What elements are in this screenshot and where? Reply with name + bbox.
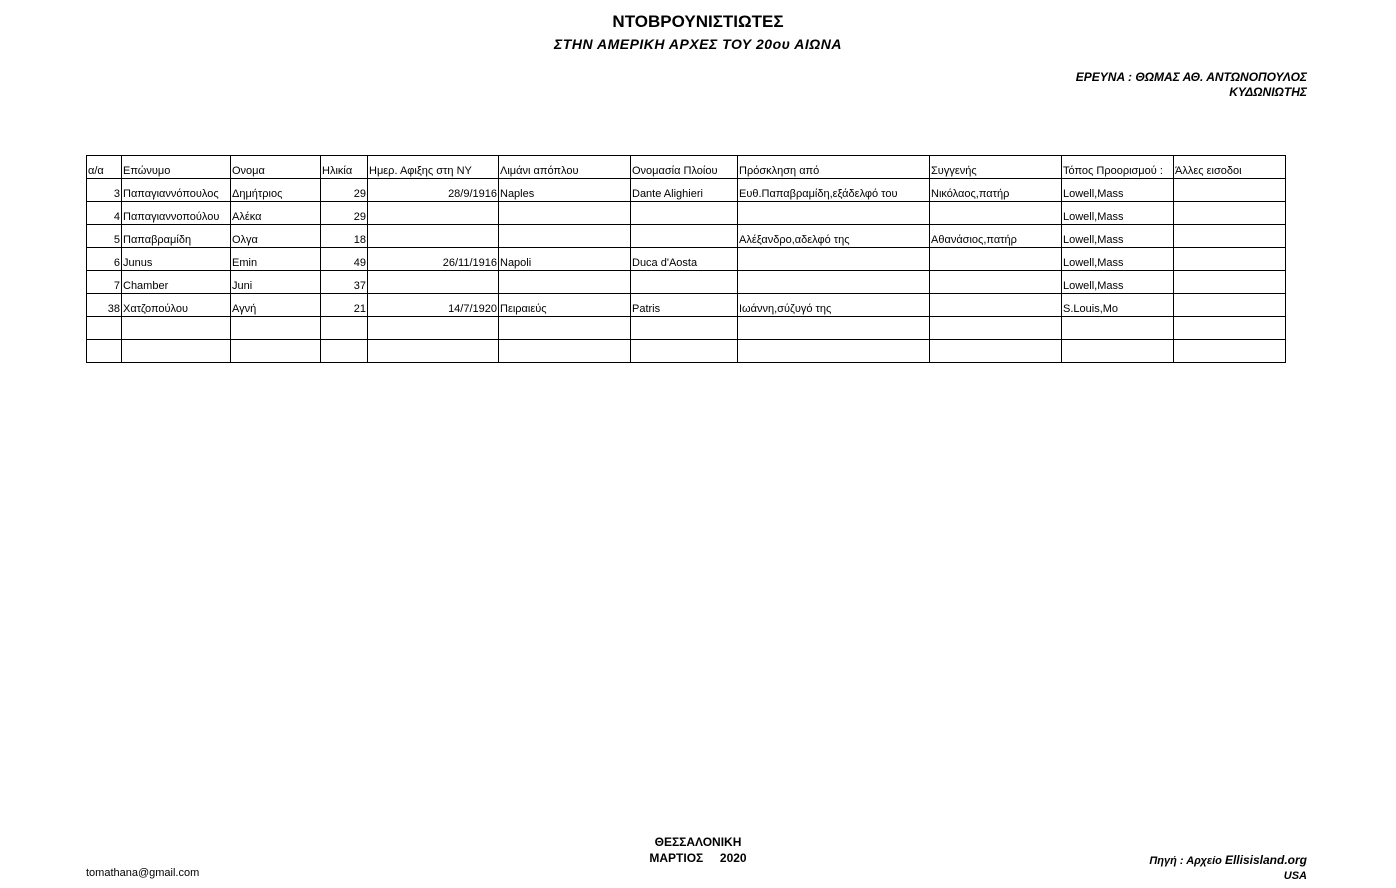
table-cell [631,271,738,294]
table-cell: Juni [231,271,321,294]
source-country: USA [1283,870,1307,882]
column-header: Επώνυμο [122,156,231,179]
table-cell [499,225,631,248]
table-row [87,271,1286,294]
table-cell [1062,317,1174,340]
table-cell: Αθανάσιος,πατήρ [930,225,1062,248]
table-cell [499,202,631,225]
table-cell: Emin [231,248,321,271]
table-row [87,317,1286,340]
page-title: ΝΤΟΒΡΟΥΝΙΣΤΙΩΤΕΣ [612,12,784,31]
table-cell [930,248,1062,271]
table-cell: S.Louis,Mo [1062,294,1174,317]
footer-city: ΘΕΣΣΑΛΟΝΙΚΗ [654,835,742,849]
table-cell [368,271,499,294]
table-cell: 18 [321,225,368,248]
table-cell: Duca d'Aosta [631,248,738,271]
table-cell [930,340,1062,363]
table-cell [87,317,122,340]
table-cell [930,294,1062,317]
table-cell: 38 [87,294,122,317]
table-cell: 37 [321,271,368,294]
table-cell: 26/11/1916 [368,248,499,271]
table-cell: Παπαγιαννοπούλου [122,202,231,225]
table-cell [1174,248,1286,271]
column-header: Άλλες εισοδοι [1174,156,1286,179]
table-cell [1174,225,1286,248]
table-cell [368,225,499,248]
table-cell: 29 [321,179,368,202]
column-header: Ηλικία [321,156,368,179]
column-header: Λιμάνι απόπλου [499,156,631,179]
table-cell [1174,202,1286,225]
table-cell [231,317,321,340]
table-cell: 6 [87,248,122,271]
table-cell [631,202,738,225]
table-cell [1174,271,1286,294]
table-cell: Lowell,Mass [1062,248,1174,271]
table-cell: 5 [87,225,122,248]
column-header: Τόπος Προορισμού : [1062,156,1174,179]
table-cell: 4 [87,202,122,225]
table-cell: Dante Alighieri [631,179,738,202]
table-cell: Παπαβραμίδη [122,225,231,248]
table-cell: 29 [321,202,368,225]
table-cell: 49 [321,248,368,271]
table-cell: Αγνή [231,294,321,317]
table-cell [631,340,738,363]
table-cell: Δημήτριος [231,179,321,202]
column-header: Συγγενής [930,156,1062,179]
table-cell [631,225,738,248]
table-row [87,248,1286,271]
table-cell: 3 [87,179,122,202]
table-cell [122,317,231,340]
column-header: α/α [87,156,122,179]
table-cell: Χατζοπούλου [122,294,231,317]
table-cell: Junus [122,248,231,271]
table-row [87,202,1286,225]
table-cell [368,340,499,363]
table-cell [738,271,930,294]
source-label: Πηγή : Αρχείο [1149,855,1222,867]
table-cell [321,317,368,340]
table-cell: Πειραιεύς [499,294,631,317]
contact-email: tomathana@gmail.com [86,867,200,879]
column-header: Ονομασία Πλοίου [631,156,738,179]
table-row [87,225,1286,248]
column-header: Ημερ. Αφιξης στη ΝΥ [368,156,499,179]
table-cell [930,271,1062,294]
table-cell [231,340,321,363]
research-author-origin: ΚΥΔΩΝΙΩΤΗΣ [1229,85,1307,99]
table-header-row [87,156,1286,179]
table-row [87,340,1286,363]
table-cell [1174,317,1286,340]
table-cell [738,317,930,340]
table-cell [368,202,499,225]
source-site: Ellisisland.org [1224,853,1307,867]
table-cell: Ευθ.Παπαβραμίδη,εξάδελφό του [738,179,930,202]
table-cell [122,340,231,363]
research-author: ΕΡΕΥΝΑ : ΘΩΜΑΣ ΑΘ. ΑΝΤΩΝΟΠΟΥΛΟΣ [1075,70,1307,84]
research-credit [1076,70,1307,100]
table-cell: Naples [499,179,631,202]
table-cell: 28/9/1916 [368,179,499,202]
table-cell [1174,294,1286,317]
source-credit [1149,853,1307,884]
table-cell: Νικόλαος,πατήρ [930,179,1062,202]
table-cell: Napoli [499,248,631,271]
table-cell [631,317,738,340]
table-cell: 7 [87,271,122,294]
footer-date: ΜΑΡΤΙΟΣ 2020 [649,851,747,865]
page-subtitle: ΣΤΗΝ ΑΜΕΡΙΚΗ ΑΡΧΕΣ ΤΟΥ 20ου ΑΙΩΝΑ [554,36,842,52]
table-cell [499,340,631,363]
table-cell: Αλέξανδρο,αδελφό της [738,225,930,248]
emigrants-table [86,155,1286,363]
table-cell [87,340,122,363]
table-row [87,294,1286,317]
table-cell [321,340,368,363]
table-cell [738,340,930,363]
table-cell [930,202,1062,225]
table-row [87,179,1286,202]
table-cell: Ιωάννη,σύζυγό της [738,294,930,317]
table-cell: Patris [631,294,738,317]
table-cell [738,202,930,225]
table-cell [368,317,499,340]
table-cell: Lowell,Mass [1062,202,1174,225]
table-cell: Αλέκα [231,202,321,225]
column-header: Ονομα [231,156,321,179]
table-cell [738,248,930,271]
table-cell: Παπαγιαννόπουλος [122,179,231,202]
table-cell [1062,340,1174,363]
table-cell [499,271,631,294]
table-cell: Lowell,Mass [1062,225,1174,248]
table-cell: Lowell,Mass [1062,179,1174,202]
table-cell [1174,340,1286,363]
table-cell: Chamber [122,271,231,294]
table-cell [930,317,1062,340]
table-cell: 14/7/1920 [368,294,499,317]
column-header: Πρόσκληση από [738,156,930,179]
table-cell [499,317,631,340]
table-cell: 21 [321,294,368,317]
table-cell: Ολγα [231,225,321,248]
table-cell [1174,179,1286,202]
table-cell: Lowell,Mass [1062,271,1174,294]
